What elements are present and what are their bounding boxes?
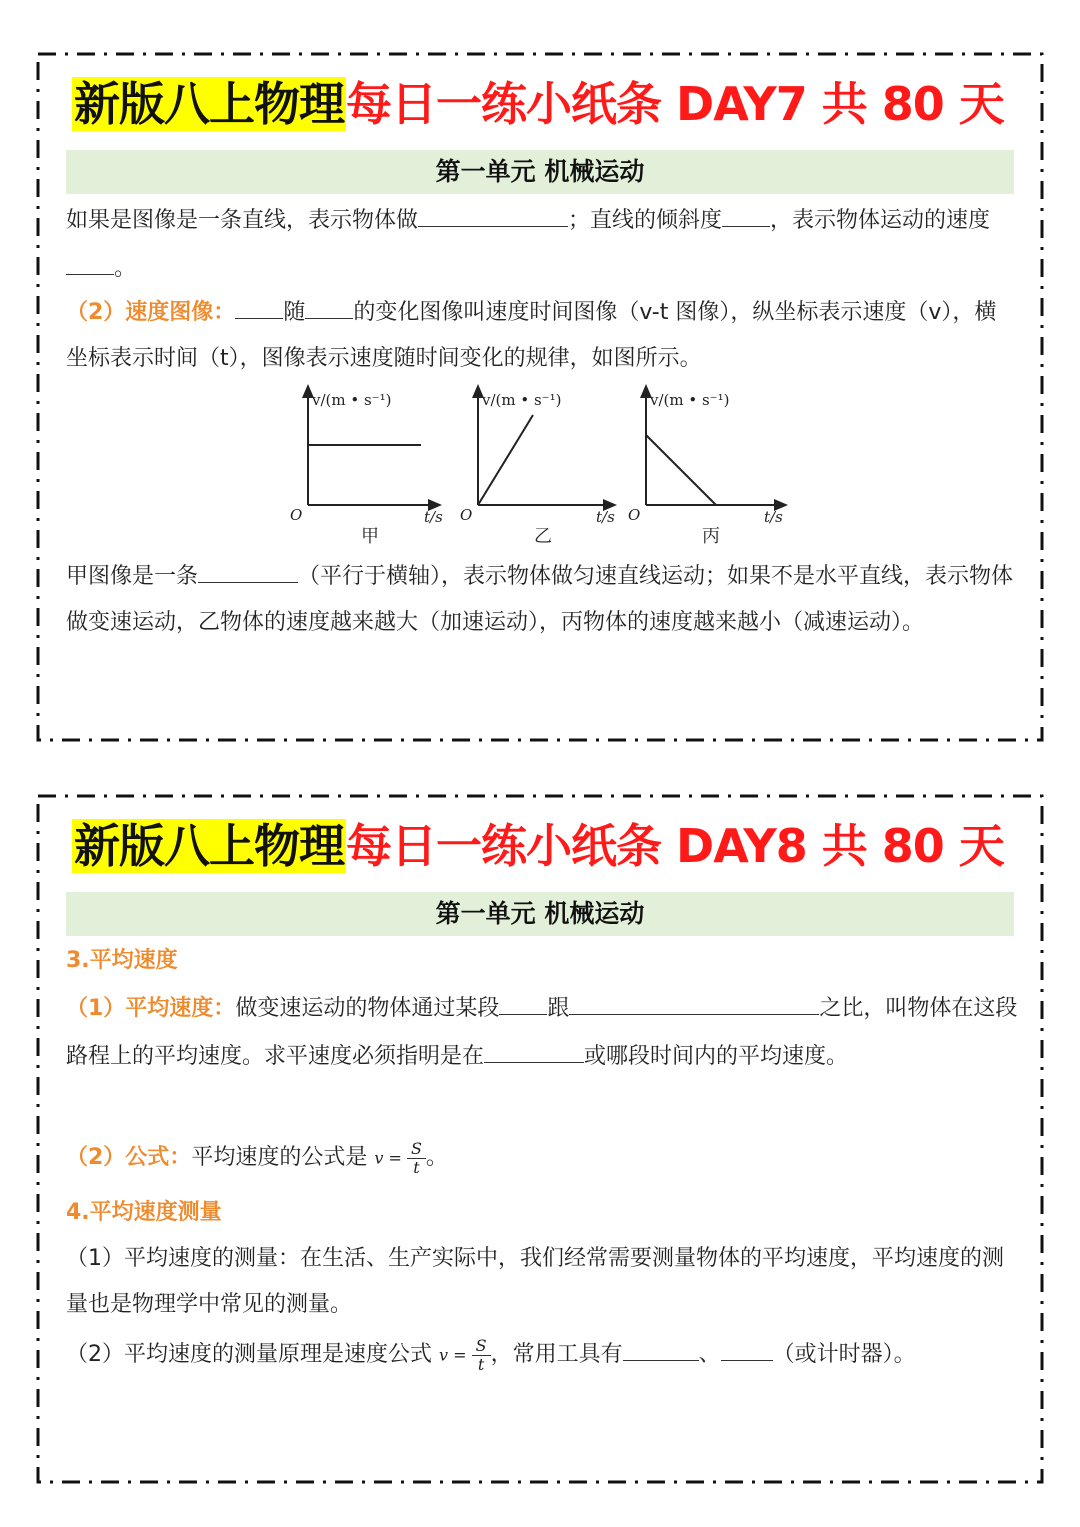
text: 平均速度的公式是 <box>191 1145 368 1170</box>
velocity-formula <box>374 1140 426 1177</box>
paragraph-average-speed-definition <box>66 984 1018 1080</box>
answer-blank[interactable] <box>198 552 298 583</box>
answer-blank[interactable] <box>66 244 114 275</box>
text: 或哪段时间内的平均速度。 <box>584 1044 849 1069</box>
answer-blank[interactable] <box>418 196 568 227</box>
title-red: 每日一练小纸条 DAY7 共 80 天 <box>346 77 1004 131</box>
graph-bing <box>628 390 783 547</box>
answer-blank[interactable] <box>623 1330 699 1361</box>
answer-blank[interactable] <box>235 288 283 319</box>
unit-banner: 第一单元 机械运动 <box>66 150 1014 194</box>
section-heading-average-speed <box>66 938 1018 984</box>
title-highlight: 新版八上物理 <box>74 77 344 131</box>
text: 。 <box>114 256 137 281</box>
formula-numerator: S <box>472 1337 491 1356</box>
title-red: 每日一练小纸条 DAY8 共 80 天 <box>346 819 1004 873</box>
page-title <box>72 66 1012 142</box>
card-day8 <box>36 794 1044 1484</box>
section-label: （2）公式： <box>66 1145 192 1170</box>
falling-line <box>646 435 716 505</box>
section-heading: 3.平均速度 <box>66 948 178 973</box>
text: 如果是图像是一条直线，表示物体做 <box>66 208 419 233</box>
answer-blank[interactable] <box>569 984 819 1015</box>
vt-graphs-figure <box>276 380 796 550</box>
paragraph-measurement-principle <box>66 1328 1018 1382</box>
formula-lhs: v = <box>374 1148 402 1167</box>
text: （或计时器）。 <box>772 1342 916 1367</box>
formula-denominator: t <box>477 1354 485 1374</box>
page-title <box>72 808 1012 884</box>
formula-numerator: S <box>407 1140 426 1159</box>
text: 做变速运动的物体通过某段 <box>235 996 500 1021</box>
x-axis-label: t/s <box>424 508 443 526</box>
text: 之比，叫物体在这段路程上的平均速度。求平速度必须指明是在 <box>66 996 1018 1069</box>
origin-label: O <box>628 506 641 524</box>
paragraph-line-graph <box>66 196 1018 292</box>
text: ；直线的倾斜度 <box>568 208 723 233</box>
paragraph-formula <box>66 1132 1018 1184</box>
text: 、 <box>698 1342 721 1367</box>
section-heading: 4.平均速度测量 <box>66 1200 222 1225</box>
y-axis-label: v/(m • s⁻¹) <box>312 391 392 409</box>
answer-blank[interactable] <box>721 1330 773 1361</box>
x-axis-label: t/s <box>764 508 783 526</box>
answer-blank[interactable] <box>722 196 770 227</box>
section-label: （1）平均速度： <box>66 996 236 1021</box>
text: 随 <box>283 300 306 325</box>
y-axis-label: v/(m • s⁻¹) <box>482 391 562 409</box>
x-axis-label: t/s <box>596 508 615 526</box>
text: 的变化图像叫速度时间图像（v-t 图像），纵坐标表示速度（v），横坐标表示时间（t），图像表示速度随时间变化的规律，如图所示。 <box>66 300 997 371</box>
text: ，表示物体运动的速度 <box>770 208 991 233</box>
formula-denominator: t <box>413 1157 420 1177</box>
section-label: （2）速度图像： <box>66 300 236 325</box>
unit-banner: 第一单元 机械运动 <box>66 892 1014 936</box>
graph-caption: 丙 <box>702 526 720 547</box>
text: （平行于横轴），表示物体做匀速直线运动；如果不是水平直线，表示物体做变速运动，乙物体的速度越来越大（加速运动），丙物体的速度越来越小（减速运动）。 <box>66 564 1014 635</box>
title-highlight: 新版八上物理 <box>74 819 344 873</box>
paragraph-measurement <box>66 1236 1018 1328</box>
rising-line <box>478 415 533 505</box>
answer-blank[interactable] <box>499 984 547 1015</box>
velocity-formula <box>439 1337 491 1374</box>
text: ，常用工具有 <box>490 1342 623 1367</box>
text: （1）平均速度的测量：在生活、生产实际中，我们经常需要测量物体的平均速度，平均速度的测量也是物理学中常见的测量。 <box>66 1246 1005 1317</box>
graph-jia <box>290 390 443 547</box>
section-heading-measurement <box>66 1190 1018 1236</box>
paragraph-speed-graph <box>66 288 1018 382</box>
answer-blank[interactable] <box>305 288 353 319</box>
text: 甲图像是一条 <box>66 564 199 589</box>
answer-blank[interactable] <box>484 1032 584 1063</box>
graph-caption: 乙 <box>534 526 552 547</box>
paragraph-graph-explanation <box>66 552 1018 646</box>
graph-caption: 甲 <box>361 526 379 547</box>
formula-lhs: v = <box>439 1345 467 1364</box>
y-axis-label: v/(m • s⁻¹) <box>650 391 730 409</box>
origin-label: O <box>460 506 473 524</box>
card-day7 <box>36 52 1044 742</box>
graph-yi <box>460 390 615 547</box>
text: （2）平均速度的测量原理是速度公式 <box>66 1342 432 1367</box>
text: 。 <box>425 1145 448 1170</box>
origin-label: O <box>290 506 303 524</box>
text: 跟 <box>547 996 570 1021</box>
